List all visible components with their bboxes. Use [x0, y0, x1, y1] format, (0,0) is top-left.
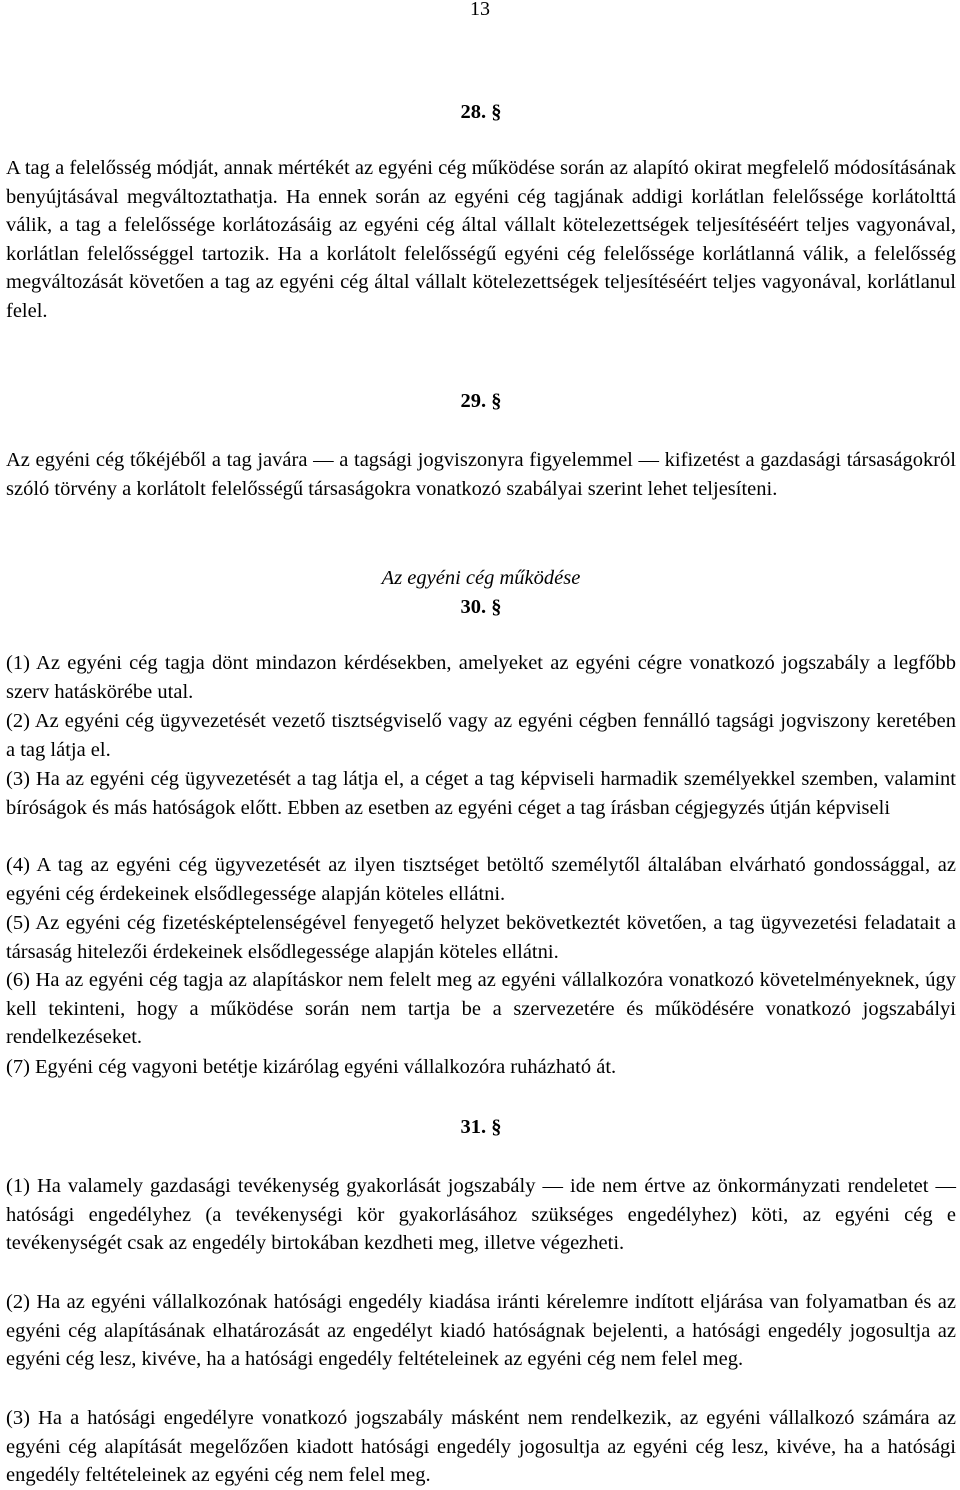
- chapter-subtitle: Az egyéni cég működése: [381, 567, 581, 589]
- section-28-heading: 28. §: [460, 101, 502, 123]
- section-28-text: A tag a felelősség módját, annak mértékét az egyéni cég működése során az alapító okirat megfelelő módosításának benyújtásával megváltoztathatja. Ha ennek során az egyéni cég tagjának addigi korlátlan felelőssége korlátolttá válik, a tag a felelőssége korlátozásáig az egyéni cég által vállalt kötelezettségek teljesítéséért teljes vagyonával, korlátlan felelősséggel tartozik. Ha a korlátolt felelősségű egyéni cég felelőssége korlátlanná válik, a felelősség megváltozását követően a tag az egyéni cég által vállalt kötelezettségek teljesítéséért teljes vagyonával, korlátlanul felel.: [6, 157, 956, 322]
- section-30-paragraph-5: (5) Az egyéni cég fizetésképtelenségével fenyegető helyzet bekövetkeztét követően, a tag ügyvezetési feladatait a társaság hitelezői érdekeinek elsődlegessége alapján köteles ellátni.: [6, 912, 956, 963]
- section-30-paragraph-2: (2) Az egyéni cég ügyvezetését vezető tisztségviselő vagy az egyéni cégben fennálló tagsági jogviszony keretében a tag látja el.: [6, 710, 956, 761]
- section-30-paragraph-7: (7) Egyéni cég vagyoni betétje kizárólag egyéni vállalkozóra ruházható át.: [6, 1056, 617, 1078]
- section-30-paragraph-3: (3) Ha az egyéni cég ügyvezetését a tag látja el, a céget a tag képviseli harmadik személyekkel szemben, valamint bíróságok és más hatóságok előtt. Ebben az esetben az egyéni céget a tag írásban cégjegyzés útján képviseli: [6, 768, 956, 819]
- section-29-text: Az egyéni cég tőkéjéből a tag javára — a tagsági jogviszonyra figyelemmel — kifizetést a gazdasági társaságokról szóló törvény a korlátolt felelősségű társaságokra vonatkozó szabályai szerint lehet teljesíteni.: [6, 449, 956, 500]
- page-number: 13: [470, 0, 490, 20]
- section-31-paragraph-1: (1) Ha valamely gazdasági tevékenység gyakorlását jogszabály — ide nem értve az önkormányzati rendeletet — hatósági engedélyhez (a tevékenységi kör gyakorlásához szükséges engedélyhez) köti, az egyéni cég e tevékenységét csak az engedély birtokában kezdheti meg, illetve végezheti.: [6, 1175, 956, 1255]
- section-30-paragraph-6: (6) Ha az egyéni cég tagja az alapításkor nem felelt meg az egyéni vállalkozóra vonatkozó követelményeknek, úgy kell tekinteni, hogy a működése során nem tartja be a szervezetére és működésére vonatkozó jogszabályi rendelkezéseket.: [6, 969, 956, 1049]
- section-31-paragraph-2: (2) Ha az egyéni vállalkozónak hatósági engedély kiadása iránti kérelemre indított eljárása van folyamatban és az egyéni cég alapításának elhatározását az engedélyt kiadó hatóságnak bejelenti, a hatósági engedély jogosultja az egyéni cég lesz, kivéve, ha a hatósági engedély feltételeinek az egyéni cég nem felel meg.: [6, 1291, 956, 1371]
- section-31-paragraph-3: (3) Ha a hatósági engedélyre vonatkozó jogszabály másként nem rendelkezik, az egyéni vállalkozó számára az egyéni cég alapítását megelőzően kiadott hatósági engedély jogosultja az egyéni cég lesz, kivéve, ha a hatósági engedély feltételeinek az egyéni cég nem felel meg.: [6, 1407, 956, 1487]
- section-30-paragraph-4: (4) A tag az egyéni cég ügyvezetését az ilyen tisztséget betöltő személytől általában elvárható gondossággal, az egyéni cég érdekeinek elsődlegessége alapján köteles ellátni.: [6, 854, 956, 905]
- section-31-heading: 31. §: [460, 1116, 502, 1138]
- section-30-heading: 30. §: [460, 596, 502, 618]
- section-29-heading: 29. §: [460, 390, 502, 412]
- section-30-paragraph-1: (1) Az egyéni cég tagja dönt mindazon kérdésekben, amelyeket az egyéni cégre vonatkozó jogszabály a legfőbb szerv hatáskörébe utal.: [6, 652, 956, 703]
